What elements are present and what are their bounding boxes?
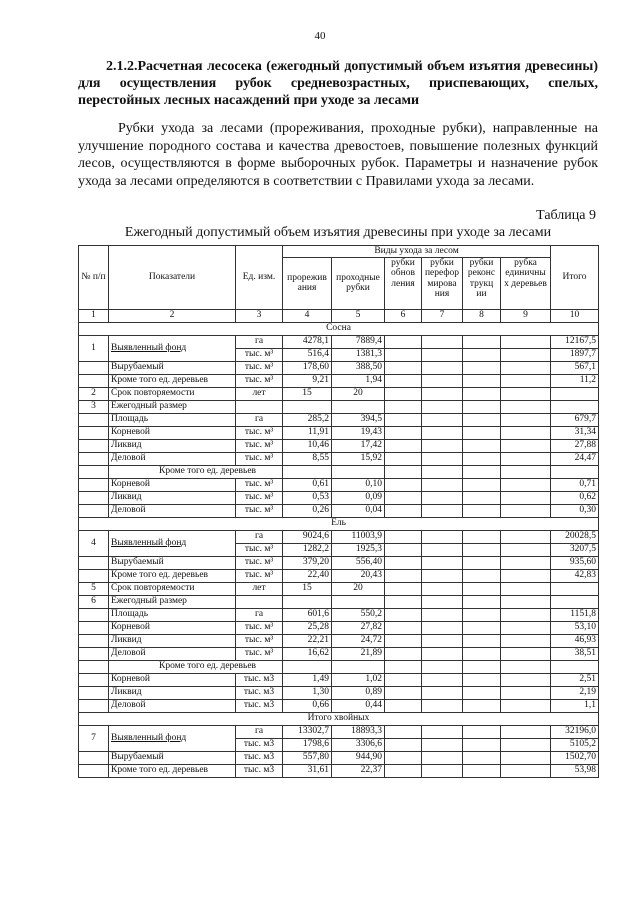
- row-label: Кроме того ед. деревьев: [109, 465, 283, 478]
- total-cell: 0,71: [551, 478, 599, 491]
- value-cell: 557,80: [283, 751, 332, 764]
- value-cell: 285,2: [283, 413, 332, 426]
- value-cell: 18893,3: [332, 725, 385, 738]
- total-cell: 2,19: [551, 686, 599, 699]
- value-cell: 16,62: [283, 647, 332, 660]
- value-cell: 15,92: [332, 452, 385, 465]
- row-number: 6: [79, 595, 109, 608]
- unit-cell: тыс. м³: [236, 504, 283, 517]
- value-cell: 1,94: [332, 374, 385, 387]
- total-cell: 1151,8: [551, 608, 599, 621]
- value-cell: 1282,2: [283, 543, 332, 556]
- value-cell: 379,20: [283, 556, 332, 569]
- page-number: 40: [314, 30, 326, 42]
- total-cell: 679,7: [551, 413, 599, 426]
- value-cell: 0,26: [283, 504, 332, 517]
- col-number: 7: [422, 309, 463, 322]
- value-cell: 3306,6: [332, 738, 385, 751]
- row-label: Кроме того ед. деревьев: [109, 764, 236, 777]
- value-cell: 1798,6: [283, 738, 332, 751]
- unit-cell: тыс. м³: [236, 556, 283, 569]
- unit-cell: лет: [236, 387, 283, 400]
- section-spruce: Ель: [79, 517, 599, 530]
- row-number: 1: [79, 335, 109, 361]
- value-cell: 11003,9: [332, 530, 385, 543]
- row-label: Корневой: [109, 426, 236, 439]
- value-cell: 1,49: [283, 673, 332, 686]
- row-label: Корневой: [109, 478, 236, 491]
- unit-cell: тыс. м³: [236, 621, 283, 634]
- value-cell: 10,46: [283, 439, 332, 452]
- col-number: 3: [236, 309, 283, 322]
- unit-cell: тыс. м³: [236, 478, 283, 491]
- total-cell: 53,98: [551, 764, 599, 777]
- unit-cell: тыс. м³: [236, 426, 283, 439]
- unit-cell: тыс. м³: [236, 374, 283, 387]
- value-cell: 178,60: [283, 361, 332, 374]
- value-cell: 944,90: [332, 751, 385, 764]
- row-label: Деловой: [109, 699, 236, 712]
- row-number: 2: [79, 387, 109, 400]
- row-number: 4: [79, 530, 109, 556]
- value-cell: 22,21: [283, 634, 332, 647]
- unit-cell: тыс. м³: [236, 491, 283, 504]
- total-cell: 38,51: [551, 647, 599, 660]
- row-label: Корневой: [109, 673, 236, 686]
- value-cell: 13302,7: [283, 725, 332, 738]
- total-cell: 42,83: [551, 569, 599, 582]
- total-cell: 53,10: [551, 621, 599, 634]
- row-label: Ликвид: [109, 686, 236, 699]
- value-cell: 0,44: [332, 699, 385, 712]
- total-cell: 46,93: [551, 634, 599, 647]
- row-label: Деловой: [109, 452, 236, 465]
- value-cell: 27,82: [332, 621, 385, 634]
- value-cell: 22,37: [332, 764, 385, 777]
- row-label: Площадь: [109, 413, 236, 426]
- header-indicator: Показатели: [109, 246, 236, 310]
- unit-cell: тыс. м³: [236, 634, 283, 647]
- header-total: Итого: [551, 246, 599, 310]
- value-cell: 15: [283, 387, 332, 400]
- harvest-table: [78, 245, 599, 778]
- value-cell: 24,72: [332, 634, 385, 647]
- value-cell: 7889,4: [332, 335, 385, 348]
- unit-cell: тыс. м³: [236, 452, 283, 465]
- row-label: Ликвид: [109, 439, 236, 452]
- value-cell: 17,42: [332, 439, 385, 452]
- total-cell: 5105,2: [551, 738, 599, 751]
- value-cell: 4278,1: [283, 335, 332, 348]
- unit-cell: га: [236, 413, 283, 426]
- col-number: 1: [79, 309, 109, 322]
- section-conif: Итого хвойных: [79, 712, 599, 725]
- body-paragraph: Рубки ухода за лесами (прореживания, проходные рубки), направленные на улучшение породного состава и качества древостоев, повышение полезных функций лесов, осуществляются в форме выборочных рубок. Параметры и назначение рубок ухода за лесами определяются в соответствии с Правилами ухода за лесами.: [78, 121, 598, 189]
- unit-cell: тыс. м³: [236, 647, 283, 660]
- col-number: 4: [283, 309, 332, 322]
- row-label: Кроме того ед. деревьев: [109, 374, 236, 387]
- row-number: 5: [79, 582, 109, 595]
- header-num: № п/п: [79, 246, 109, 310]
- value-cell: 9,21: [283, 374, 332, 387]
- value-cell: 0,09: [332, 491, 385, 504]
- unit-cell: тыс. м3: [236, 673, 283, 686]
- section-pine: Сосна: [79, 322, 599, 335]
- row-label: Вырубаемый: [109, 361, 236, 374]
- header-unit: Ед. изм.: [236, 246, 283, 310]
- header-recon: рубки реконс трукц ии: [463, 257, 501, 309]
- value-cell: 1925,3: [332, 543, 385, 556]
- table-title: Ежегодный допустимый объем изъятия древесины при уходе за лесами: [124, 225, 552, 240]
- total-cell: 2,51: [551, 673, 599, 686]
- value-cell: 21,89: [332, 647, 385, 660]
- unit-cell: тыс. м³: [236, 543, 283, 556]
- unit-cell: тыс. м3: [236, 751, 283, 764]
- value-cell: 9024,6: [283, 530, 332, 543]
- row-label: Корневой: [109, 621, 236, 634]
- col-number: 9: [501, 309, 551, 322]
- value-cell: 1381,3: [332, 348, 385, 361]
- value-cell: 20: [332, 582, 385, 595]
- row-label: Кроме того ед. деревьев: [109, 569, 236, 582]
- value-cell: 556,40: [332, 556, 385, 569]
- row-label: Срок повторяемости: [109, 387, 236, 400]
- col-number: 5: [332, 309, 385, 322]
- unit-cell: тыс. м3: [236, 699, 283, 712]
- value-cell: 394,5: [332, 413, 385, 426]
- row-label: Ежегодный размер: [109, 400, 236, 413]
- col-number: 10: [551, 309, 599, 322]
- total-cell: 1,1: [551, 699, 599, 712]
- row-label: Площадь: [109, 608, 236, 621]
- row-number: 7: [79, 725, 109, 751]
- unit-cell: тыс. м³: [236, 361, 283, 374]
- total-cell: 12167,5: [551, 335, 599, 348]
- header-thinning: прорежив ания: [283, 257, 332, 309]
- total-cell: 11,2: [551, 374, 599, 387]
- unit-cell: га: [236, 530, 283, 543]
- unit-cell: га: [236, 608, 283, 621]
- value-cell: 1,02: [332, 673, 385, 686]
- header-renewal: рубки обнов ления: [385, 257, 422, 309]
- value-cell: 19,43: [332, 426, 385, 439]
- unit-cell: тыс. м3: [236, 738, 283, 751]
- row-label: Ежегодный размер: [109, 595, 236, 608]
- unit-cell: тыс. м3: [236, 764, 283, 777]
- total-cell: 24,47: [551, 452, 599, 465]
- value-cell: 0,10: [332, 478, 385, 491]
- section-heading: 2.1.2.Расчетная лесосека (ежегодный допустимый объем изъятия древесины) для осуществления рубок средневозрастных, приспевающих, спелых, перестойных лесных насаждений при уходе за лесами: [78, 59, 598, 108]
- value-cell: 20,43: [332, 569, 385, 582]
- row-label: Кроме того ед. деревьев: [109, 660, 283, 673]
- total-cell: 0,30: [551, 504, 599, 517]
- value-cell: 11,91: [283, 426, 332, 439]
- total-cell: 3207,5: [551, 543, 599, 556]
- col-number: 8: [463, 309, 501, 322]
- row-label: Выявленный фонд: [109, 725, 236, 751]
- row-label: Ликвид: [109, 491, 236, 504]
- unit-cell: лет: [236, 582, 283, 595]
- row-label: Срок повторяемости: [109, 582, 236, 595]
- col-number: 2: [109, 309, 236, 322]
- header-passing: проходные рубки: [332, 257, 385, 309]
- unit-cell: га: [236, 725, 283, 738]
- row-label: Выявленный фонд: [109, 530, 236, 556]
- unit-cell: тыс. м3: [236, 686, 283, 699]
- table-number: Таблица 9: [536, 208, 596, 223]
- value-cell: 516,4: [283, 348, 332, 361]
- row-label: Выявленный фонд: [109, 335, 236, 361]
- value-cell: 0,53: [283, 491, 332, 504]
- value-cell: 8,55: [283, 452, 332, 465]
- total-cell: 1897,7: [551, 348, 599, 361]
- value-cell: 0,61: [283, 478, 332, 491]
- total-cell: 20028,5: [551, 530, 599, 543]
- total-cell: 1502,70: [551, 751, 599, 764]
- value-cell: 0,66: [283, 699, 332, 712]
- unit-cell: тыс. м³: [236, 439, 283, 452]
- value-cell: 22,40: [283, 569, 332, 582]
- total-cell: 567,1: [551, 361, 599, 374]
- header-reform: рубки перефор мирова ния: [422, 257, 463, 309]
- value-cell: 550,2: [332, 608, 385, 621]
- value-cell: 15: [283, 582, 332, 595]
- value-cell: 31,61: [283, 764, 332, 777]
- row-label: Деловой: [109, 504, 236, 517]
- total-cell: 27,88: [551, 439, 599, 452]
- row-label: Вырубаемый: [109, 751, 236, 764]
- unit-cell: тыс. м³: [236, 348, 283, 361]
- value-cell: 388,50: [332, 361, 385, 374]
- value-cell: 25,28: [283, 621, 332, 634]
- total-cell: 0,62: [551, 491, 599, 504]
- row-number: 3: [79, 400, 109, 413]
- header-group: Виды ухода за лесом: [283, 246, 551, 258]
- row-label: Деловой: [109, 647, 236, 660]
- unit-cell: тыс. м³: [236, 569, 283, 582]
- row-label: Вырубаемый: [109, 556, 236, 569]
- value-cell: 0,89: [332, 686, 385, 699]
- value-cell: 0,04: [332, 504, 385, 517]
- value-cell: 1,30: [283, 686, 332, 699]
- row-label: Ликвид: [109, 634, 236, 647]
- total-cell: 935,60: [551, 556, 599, 569]
- total-cell: 32196,0: [551, 725, 599, 738]
- col-number: 6: [385, 309, 422, 322]
- value-cell: 20: [332, 387, 385, 400]
- total-cell: 31,34: [551, 426, 599, 439]
- value-cell: 601,6: [283, 608, 332, 621]
- unit-cell: га: [236, 335, 283, 348]
- header-single: рубка единичны х деревьев: [501, 257, 551, 309]
